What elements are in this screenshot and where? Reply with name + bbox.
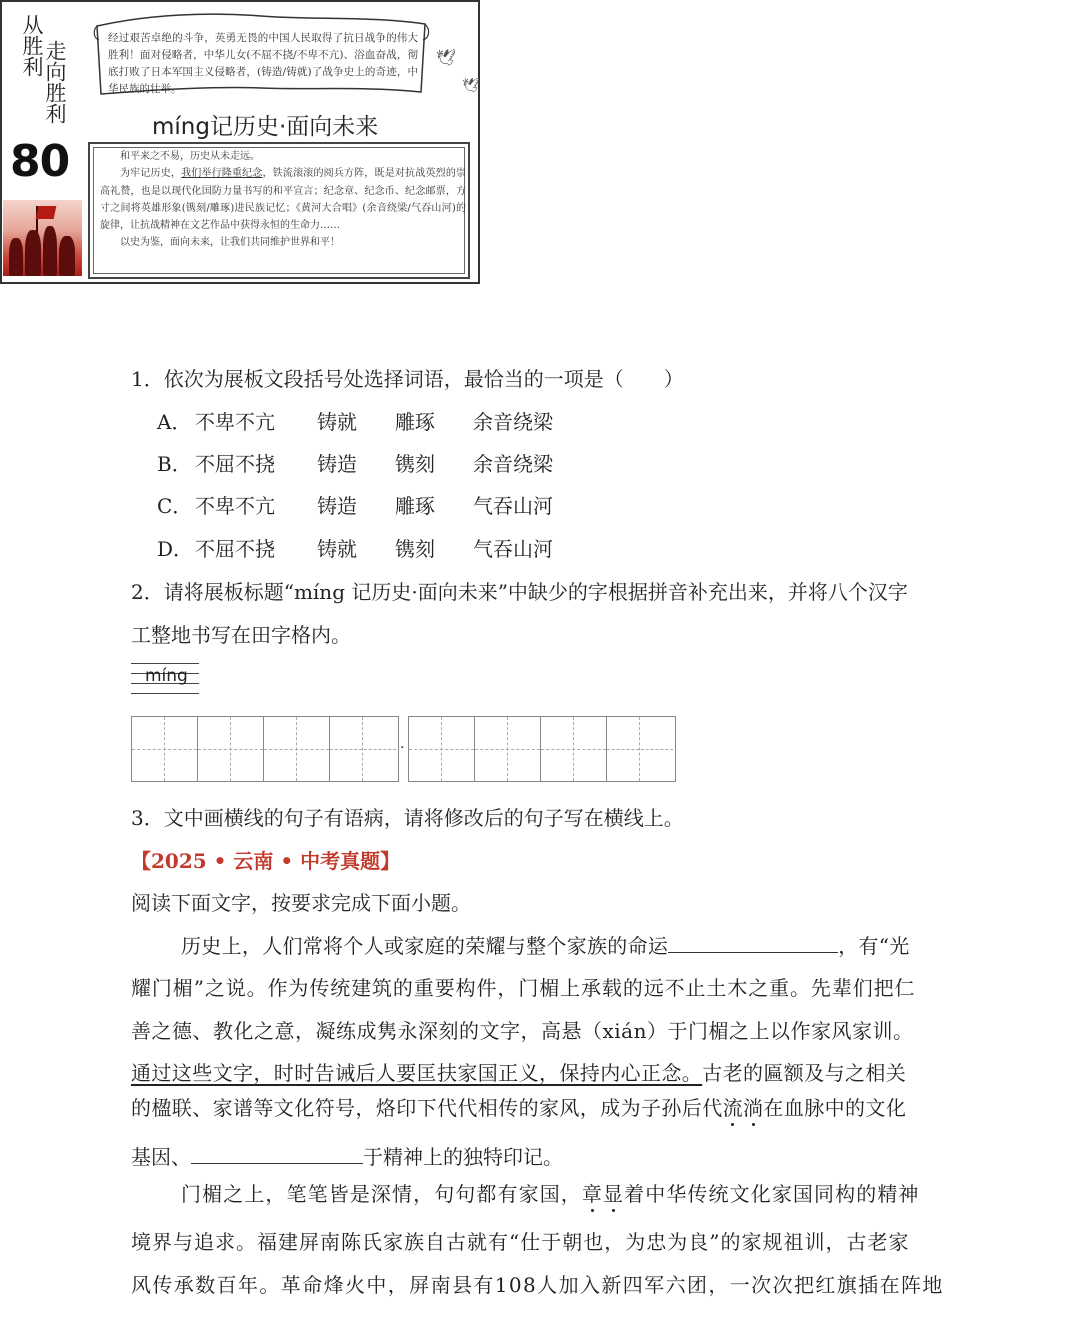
question-2-line-1: 2．请将展板标题“míng 记历史·面向未来”中缺少的字根据拼音补充出来，并将八个汉字 [131, 580, 908, 604]
passage-line: 历史上，人们常将个人或家庭的荣耀与整个家族的命运 ，有“光 [181, 934, 910, 958]
exhibition-poster [0, 0, 480, 284]
box-paragraph-3: 以史为鉴，面向未来，让我们共同维护世界和平！ [120, 237, 340, 249]
red-flag-icon [36, 206, 57, 219]
poster-number-80: 80 [10, 136, 70, 187]
question-3-stem: 3．文中画横线的句子有语病，请将修改后的句子写在横线上。 [131, 806, 684, 830]
passage-line: 基因、 于精神上的独特印记。 [131, 1145, 563, 1169]
answer-blank-1[interactable] [668, 934, 838, 953]
poster-text-box [88, 142, 470, 279]
answer-blank-2[interactable] [191, 1145, 363, 1164]
box-paragraph-2: 为牢记历史，我们举行隆重纪念，铁流滚滚的阅兵方阵，既是对抗战英烈的崇高礼赞，也是以现代化国防力量书写的和平宣言；纪念章、纪念币、纪念邮票，方寸之间将英雄形象(镌刻/雕琢)进民族记忆；《黄河大合唱》(余音绕梁/气吞山河)的旋律，让抗战精神在文艺作品中获得永恒的生命力…… [100, 168, 467, 232]
grid-cell[interactable] [607, 717, 673, 781]
dove-icon: 🕊 [462, 78, 480, 94]
passage-line: 风传承数百年。革命烽火中，屏南县有108人加入新四军六团，一次次把红旗插在阵地 [131, 1273, 944, 1297]
dove-icon: 🕊 [436, 48, 457, 67]
exam-source-tag: 【2025 • 云南 • 中考真题】 [131, 849, 401, 873]
grid-cell[interactable] [198, 717, 264, 781]
section-intro: 阅读下面文字，按要求完成下面小题。 [131, 891, 471, 915]
grid-cell[interactable] [541, 717, 607, 781]
poster-victory-photo [3, 200, 82, 276]
grid-cell[interactable] [132, 717, 198, 781]
passage-line: 门楣之上，笔笔皆是深情，句句都有家国，章显着中华传统文化家国同构的精神 [181, 1182, 920, 1206]
passage-line: 的楹联、家谱等文化符号，烙印下代代相传的家风，成为子孙后代流淌在血脉中的文化 [131, 1096, 907, 1120]
grid-cell[interactable] [264, 717, 330, 781]
grid-cell[interactable] [330, 717, 396, 781]
grid-cell[interactable] [475, 717, 541, 781]
question-1-stem: 1．依次为展板文段括号处选择词语，最恰当的一项是（ ） [131, 367, 684, 391]
poster-vertical-title-2: 走向胜利 [43, 40, 67, 124]
poster-title: míng记历史·面向未来 [152, 114, 379, 140]
passage-line: 境界与追求。福建屏南陈氏家族自古就有“仕于朝也，为忠为良”的家规祖训，古老家 [131, 1230, 910, 1254]
tianzige-grid-right[interactable] [408, 716, 676, 782]
passage-line: 耀门楣”之说。作为传统建筑的重要构件，门楣上承载的远不止土木之重。先辈们把仁 [131, 976, 916, 1000]
grid-cell[interactable] [409, 717, 475, 781]
passage-line: 善之德、教化之意，凝练成隽永深刻的文字，高悬（xián）于门楣之上以作家风家训。 [131, 1019, 914, 1043]
underlined-sentence: 我们举行隆重纪念 [181, 168, 263, 180]
grid-middle-dot: · [400, 740, 405, 756]
underlined-faulty-sentence: 通过这些文字，时时告诫后人要匡扶家国正义，保持内心正念。 [131, 1061, 703, 1085]
poster-scroll-panel [91, 10, 431, 96]
poster-vertical-title-1: 从胜利 [20, 14, 44, 77]
box-paragraph-1: 和平来之不易，历史从未走远。 [120, 151, 260, 162]
passage-line: 通过这些文字，时时告诫后人要匡扶家国正义，保持内心正念。古老的匾额及与之相关 [131, 1061, 907, 1085]
pinyin-text: míng [145, 666, 188, 686]
question-2-line-2: 工整地书写在田字格内。 [131, 623, 351, 647]
tianzige-grid-left[interactable] [131, 716, 399, 782]
scroll-text: 经过艰苦卓绝的斗争，英勇无畏的中国人民取得了抗日战争的伟大胜利！面对侵略者，中华儿女(不屈不挠/不卑不亢)、浴血奋战，彻底打败了日本军国主义侵略者，(铸造/铸就)了战争史上的奇迹，中华民族的壮举。 [108, 32, 418, 95]
